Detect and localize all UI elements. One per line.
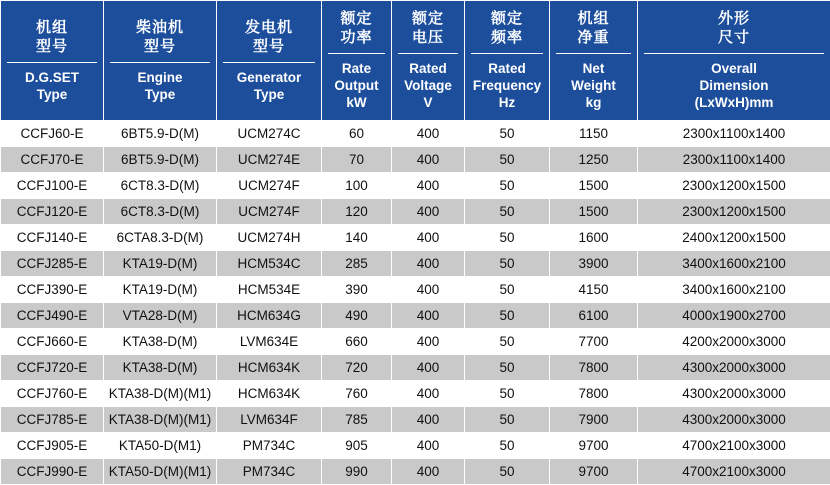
cell-overall-dimension: 2300x1100x1400 (638, 121, 830, 147)
cell-net-weight: 7800 (550, 381, 638, 407)
cell-rated-voltage: 400 (392, 459, 465, 485)
cell-dgset-type: CCFJ490-E (1, 303, 104, 329)
cell-net-weight: 1600 (550, 225, 638, 251)
column-header-engine-type (104, 1, 217, 121)
cell-dgset-type: CCFJ285-E (1, 251, 104, 277)
column-header-cn: 额定 功率 (322, 1, 391, 53)
cell-overall-dimension: 3400x1600x2100 (638, 251, 830, 277)
cell-rated-frequency: 50 (465, 251, 550, 277)
column-header-en: Generator Type (217, 63, 321, 112)
cell-rated-voltage: 400 (392, 251, 465, 277)
cell-rated-voltage: 400 (392, 173, 465, 199)
cell-net-weight: 7900 (550, 407, 638, 433)
cell-rated-frequency: 50 (465, 329, 550, 355)
cell-net-weight: 1500 (550, 199, 638, 225)
cell-generator-type: UCM274F (217, 199, 322, 225)
table-row (1, 303, 830, 329)
table-row (1, 355, 830, 381)
cell-dgset-type: CCFJ720-E (1, 355, 104, 381)
column-header-rated-voltage (392, 1, 465, 121)
cell-engine-type: KTA19-D(M) (104, 251, 217, 277)
cell-dgset-type: CCFJ760-E (1, 381, 104, 407)
cell-rated-output: 990 (322, 459, 392, 485)
cell-overall-dimension: 4700x2100x3000 (638, 433, 830, 459)
table-body (1, 121, 830, 485)
cell-rated-output: 720 (322, 355, 392, 381)
cell-generator-type: LVM634F (217, 407, 322, 433)
cell-generator-type: HCM534E (217, 277, 322, 303)
column-header-en: Rated Voltage V (392, 54, 464, 120)
cell-overall-dimension: 4000x1900x2700 (638, 303, 830, 329)
table-row (1, 277, 830, 303)
table-row (1, 173, 830, 199)
cell-rated-output: 140 (322, 225, 392, 251)
cell-rated-output: 120 (322, 199, 392, 225)
cell-net-weight: 1500 (550, 173, 638, 199)
cell-rated-output: 100 (322, 173, 392, 199)
cell-dgset-type: CCFJ660-E (1, 329, 104, 355)
cell-rated-voltage: 400 (392, 381, 465, 407)
cell-net-weight: 6100 (550, 303, 638, 329)
cell-rated-output: 905 (322, 433, 392, 459)
cell-overall-dimension: 4200x2000x3000 (638, 329, 830, 355)
cell-generator-type: PM734C (217, 459, 322, 485)
table-row (1, 459, 830, 485)
cell-rated-voltage: 400 (392, 277, 465, 303)
header-row (1, 1, 830, 121)
cell-engine-type: KTA38-D(M)(M1) (104, 407, 217, 433)
cell-rated-frequency: 50 (465, 277, 550, 303)
table-header (1, 1, 830, 121)
cell-rated-voltage: 400 (392, 303, 465, 329)
cell-engine-type: 6BT5.9-D(M) (104, 147, 217, 173)
cell-rated-voltage: 400 (392, 355, 465, 381)
cell-rated-frequency: 50 (465, 407, 550, 433)
cell-engine-type: 6CT8.3-D(M) (104, 199, 217, 225)
table-row (1, 199, 830, 225)
cell-rated-voltage: 400 (392, 433, 465, 459)
column-header-rated-frequency (465, 1, 550, 121)
cell-overall-dimension: 4300x2000x3000 (638, 381, 830, 407)
cell-rated-output: 285 (322, 251, 392, 277)
cell-engine-type: KTA19-D(M) (104, 277, 217, 303)
cell-rated-output: 490 (322, 303, 392, 329)
cell-dgset-type: CCFJ990-E (1, 459, 104, 485)
cell-overall-dimension: 2400x1200x1500 (638, 225, 830, 251)
cell-engine-type: KTA38-D(M) (104, 355, 217, 381)
cell-rated-output: 660 (322, 329, 392, 355)
cell-engine-type: 6BT5.9-D(M) (104, 121, 217, 147)
cell-overall-dimension: 4300x2000x3000 (638, 407, 830, 433)
cell-rated-frequency: 50 (465, 459, 550, 485)
table-row (1, 251, 830, 277)
cell-rated-output: 70 (322, 147, 392, 173)
cell-generator-type: PM734C (217, 433, 322, 459)
cell-rated-frequency: 50 (465, 173, 550, 199)
cell-engine-type: VTA28-D(M) (104, 303, 217, 329)
column-header-cn: 柴油机 型号 (104, 10, 216, 62)
column-header-cn: 额定 电压 (392, 1, 464, 53)
column-header-cn: 外形 尺寸 (638, 1, 830, 53)
cell-rated-voltage: 400 (392, 121, 465, 147)
cell-rated-frequency: 50 (465, 147, 550, 173)
cell-dgset-type: CCFJ120-E (1, 199, 104, 225)
cell-engine-type: KTA38-D(M) (104, 329, 217, 355)
cell-net-weight: 9700 (550, 433, 638, 459)
column-header-rated-output (322, 1, 392, 121)
cell-rated-frequency: 50 (465, 121, 550, 147)
cell-rated-voltage: 400 (392, 147, 465, 173)
cell-overall-dimension: 3400x1600x2100 (638, 277, 830, 303)
cell-rated-output: 390 (322, 277, 392, 303)
cell-rated-frequency: 50 (465, 433, 550, 459)
column-header-generator-type (217, 1, 322, 121)
cell-generator-type: UCM274H (217, 225, 322, 251)
cell-rated-frequency: 50 (465, 381, 550, 407)
table-row (1, 329, 830, 355)
cell-rated-frequency: 50 (465, 225, 550, 251)
table-row (1, 407, 830, 433)
cell-rated-frequency: 50 (465, 199, 550, 225)
table-row (1, 121, 830, 147)
cell-generator-type: HCM634K (217, 381, 322, 407)
column-header-dgset-type (1, 1, 104, 121)
cell-generator-type: LVM634E (217, 329, 322, 355)
cell-dgset-type: CCFJ60-E (1, 121, 104, 147)
cell-dgset-type: CCFJ390-E (1, 277, 104, 303)
cell-generator-type: UCM274C (217, 121, 322, 147)
cell-generator-type: UCM274E (217, 147, 322, 173)
column-header-cn: 机组 净重 (550, 1, 637, 53)
cell-engine-type: 6CT8.3-D(M) (104, 173, 217, 199)
table-row (1, 147, 830, 173)
cell-rated-frequency: 50 (465, 303, 550, 329)
cell-net-weight: 4150 (550, 277, 638, 303)
cell-dgset-type: CCFJ70-E (1, 147, 104, 173)
cell-generator-type: UCM274F (217, 173, 322, 199)
cell-net-weight: 1250 (550, 147, 638, 173)
cell-dgset-type: CCFJ140-E (1, 225, 104, 251)
cell-rated-voltage: 400 (392, 407, 465, 433)
cell-net-weight: 3900 (550, 251, 638, 277)
column-header-en: Rate Output kW (322, 54, 391, 120)
column-header-en: Overall Dimension (LxWxH)mm (638, 54, 830, 120)
column-header-net-weight (550, 1, 638, 121)
column-header-en: D.G.SET Type (1, 63, 103, 112)
cell-rated-output: 60 (322, 121, 392, 147)
column-header-overall-dimension (638, 1, 830, 121)
cell-overall-dimension: 4300x2000x3000 (638, 355, 830, 381)
cell-engine-type: KTA50-D(M)(M1) (104, 459, 217, 485)
table-row (1, 381, 830, 407)
cell-rated-output: 760 (322, 381, 392, 407)
cell-net-weight: 9700 (550, 459, 638, 485)
column-header-en: Rated Frequency Hz (465, 54, 549, 120)
cell-dgset-type: CCFJ785-E (1, 407, 104, 433)
cell-overall-dimension: 4700x2100x3000 (638, 459, 830, 485)
cell-generator-type: HCM634G (217, 303, 322, 329)
cell-net-weight: 7800 (550, 355, 638, 381)
column-header-en: Engine Type (104, 63, 216, 112)
cell-generator-type: HCM534C (217, 251, 322, 277)
cell-net-weight: 7700 (550, 329, 638, 355)
column-header-cn: 发电机 型号 (217, 10, 321, 62)
cell-rated-frequency: 50 (465, 355, 550, 381)
cell-engine-type: KTA50-D(M1) (104, 433, 217, 459)
column-header-cn: 额定 频率 (465, 1, 549, 53)
column-header-cn: 机组 型号 (1, 10, 103, 62)
column-header-en: Net Weight kg (550, 54, 637, 120)
cell-engine-type: KTA38-D(M)(M1) (104, 381, 217, 407)
cell-net-weight: 1150 (550, 121, 638, 147)
cell-dgset-type: CCFJ100-E (1, 173, 104, 199)
cell-overall-dimension: 2300x1200x1500 (638, 199, 830, 225)
table-row (1, 225, 830, 251)
table-row (1, 433, 830, 459)
cell-rated-voltage: 400 (392, 225, 465, 251)
cell-dgset-type: CCFJ905-E (1, 433, 104, 459)
cell-rated-voltage: 400 (392, 329, 465, 355)
cell-generator-type: HCM634K (217, 355, 322, 381)
cell-overall-dimension: 2300x1100x1400 (638, 147, 830, 173)
cell-rated-output: 785 (322, 407, 392, 433)
cell-overall-dimension: 2300x1200x1500 (638, 173, 830, 199)
cell-rated-voltage: 400 (392, 199, 465, 225)
cell-engine-type: 6CTA8.3-D(M) (104, 225, 217, 251)
